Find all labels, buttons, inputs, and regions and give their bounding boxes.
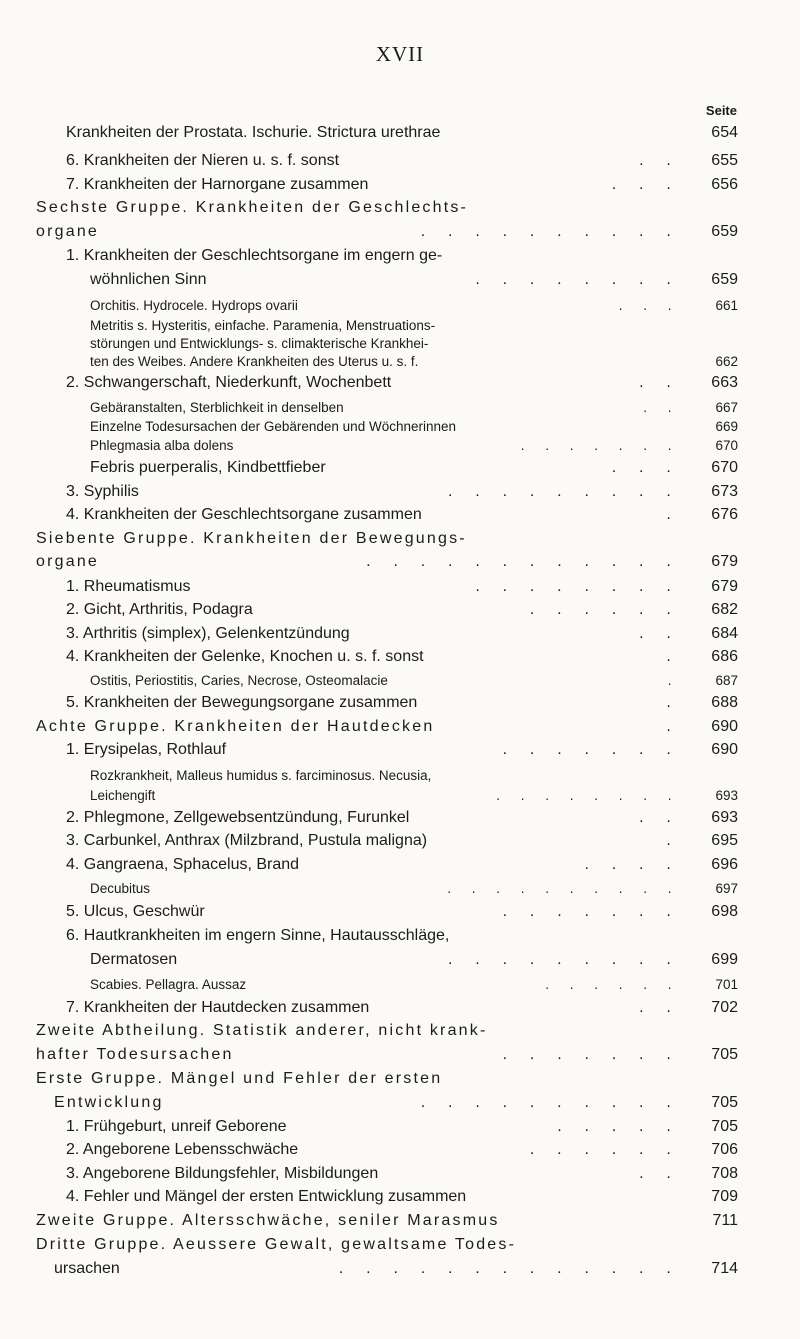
toc-entry-page-number: 714 xyxy=(711,1260,738,1277)
toc-entry-title: Gebäranstalten, Sterblichkeit in denselben xyxy=(90,400,344,415)
toc-entry-page-number: 676 xyxy=(711,506,738,523)
toc-entry-page-number: 690 xyxy=(711,718,738,735)
toc-entry-leader-dots: . xyxy=(666,718,680,735)
toc-entry-leader-dots: . . xyxy=(639,1165,680,1182)
toc-entry-leader-dots: . . . . . . xyxy=(529,601,680,618)
toc-entry-page-number: 662 xyxy=(715,354,738,369)
toc-entry-title: störungen und Entwicklungs- s. climakterische Krankhei- xyxy=(90,336,429,351)
toc-entry-page-number: 679 xyxy=(711,578,738,595)
toc-entry-leader-dots: . . xyxy=(639,999,680,1016)
toc-entry-page-number: 670 xyxy=(715,438,738,453)
toc-entry-title: 1. Rheumatismus xyxy=(66,578,191,595)
toc-entry-page-number: 701 xyxy=(715,977,738,992)
toc-entry-title: Achte Gruppe. Krankheiten der Hautdecken xyxy=(36,718,435,735)
toc-entry-page-number: 673 xyxy=(711,483,738,500)
toc-entry-leader-dots: . . . . . . xyxy=(529,1141,680,1158)
toc-entry-leader-dots: . . . . . . . . . xyxy=(448,483,680,500)
toc-entry-title: 5. Krankheiten der Bewegungsorgane zusammen xyxy=(66,694,418,711)
toc-entry-title: 4. Fehler und Mängel der ersten Entwicklung zusammen xyxy=(66,1188,467,1205)
toc-entry-leader-dots: . . . . . . . . xyxy=(475,271,680,288)
toc-entry-leader-dots: . . . . . . . . xyxy=(475,578,680,595)
toc-entry-page-number: 705 xyxy=(711,1094,738,1111)
toc-entry-title: organe xyxy=(36,223,100,240)
toc-entry-title: 2. Angeborene Lebensschwäche xyxy=(66,1141,299,1158)
toc-entry-leader-dots: . xyxy=(666,832,680,849)
toc-entry-title: Febris puerperalis, Kindbettfieber xyxy=(90,459,326,476)
toc-entry-leader-dots: . . xyxy=(639,625,680,642)
toc-entry-page-number: 659 xyxy=(711,223,738,240)
toc-entry-title: 7. Krankheiten der Harnorgane zusammen xyxy=(66,176,369,193)
toc-entry-page-number: 693 xyxy=(715,788,738,803)
toc-entry-page-number: 706 xyxy=(711,1141,738,1158)
toc-entry-page-number: 663 xyxy=(711,374,738,391)
toc-entry-leader-dots: . . . . . xyxy=(557,1118,680,1135)
toc-entry-title: 2. Phlegmone, Zellgewebsentzündung, Furunkel xyxy=(66,809,410,826)
toc-entry-page-number: 711 xyxy=(712,1212,738,1229)
toc-entry-title: 4. Krankheiten der Gelenke, Knochen u. s. f. sonst xyxy=(66,648,424,665)
toc-entry-title: Dermatosen xyxy=(90,951,178,968)
toc-entry-leader-dots: . . . . . . . . xyxy=(496,788,680,803)
toc-entry-title: 5. Ulcus, Geschwür xyxy=(66,903,205,920)
toc-entry-title: 4. Gangraena, Sphacelus, Brand xyxy=(66,856,300,873)
toc-entry-page-number: 709 xyxy=(711,1188,738,1205)
toc-entry-page-number: 702 xyxy=(711,999,738,1016)
toc-entry-leader-dots: . . . . . . . xyxy=(502,903,680,920)
toc-entry-page-number: 705 xyxy=(711,1118,738,1135)
toc-entry-title: 3. Carbunkel, Anthrax (Milzbrand, Pustula maligna) xyxy=(66,832,428,849)
toc-entry-page-number: 684 xyxy=(711,625,738,642)
toc-entry-page-number: 708 xyxy=(711,1165,738,1182)
toc-entry-title: Dritte Gruppe. Aeussere Gewalt, gewaltsame Todes- xyxy=(36,1236,517,1253)
toc-entry-leader-dots: . . . xyxy=(611,176,680,193)
toc-entry-title: Leichengift xyxy=(90,788,156,803)
toc-entry-page-number: 688 xyxy=(711,694,738,711)
toc-entry-page-number: 656 xyxy=(711,176,738,193)
toc-entry-title: 1. Krankheiten der Geschlechtsorgane im engern ge- xyxy=(66,247,443,264)
toc-entry-leader-dots: . xyxy=(666,648,680,665)
toc-entry-title: Phlegmasia alba dolens xyxy=(90,438,234,453)
toc-entry-title: ursachen xyxy=(54,1260,120,1277)
toc-entry-page-number: 687 xyxy=(715,673,738,688)
toc-entry-title: 6. Hautkrankheiten im engern Sinne, Hautausschläge, xyxy=(66,927,450,944)
toc-entry-leader-dots: . . . . . . . . . . . . . xyxy=(338,1260,680,1277)
toc-entry-leader-dots: . . xyxy=(639,809,680,826)
toc-entry-leader-dots: . . . . . . . . . . xyxy=(420,1094,680,1111)
toc-entry-leader-dots: . . . . . . . xyxy=(502,741,680,758)
toc-entry-page-number: 705 xyxy=(711,1046,738,1063)
toc-entry-leader-dots: . . . . . . . xyxy=(502,1046,680,1063)
toc-entry-title: 2. Gicht, Arthritis, Podagra xyxy=(66,601,253,618)
toc-entry-title: 1. Frühgeburt, unreif Geborene xyxy=(66,1118,287,1135)
toc-entry-title: 3. Angeborene Bildungsfehler, Misbildungen xyxy=(66,1165,379,1182)
toc-entry-page-number: 693 xyxy=(711,809,738,826)
page-column-label: Seite xyxy=(705,103,737,118)
toc-entry-title: 2. Schwangerschaft, Niederkunft, Wochenbett xyxy=(66,374,392,391)
toc-entry-page-number: 695 xyxy=(711,832,738,849)
toc-entry-title: 3. Arthritis (simplex), Gelenkentzündung xyxy=(66,625,350,642)
toc-entry-title: Scabies. Pellagra. Aussaz xyxy=(90,977,247,992)
toc-entry-title: Ostitis, Periostitis, Caries, Necrose, Osteomalacie xyxy=(90,673,388,688)
toc-entry-title: Decubitus xyxy=(90,881,151,896)
toc-entry-leader-dots: . xyxy=(666,694,680,711)
toc-entry-title: Entwicklung xyxy=(54,1094,164,1111)
toc-entry-page-number: 697 xyxy=(715,881,738,896)
toc-entry-leader-dots: . xyxy=(667,673,680,688)
toc-entry-leader-dots: . . . . . . . . . . . . xyxy=(366,553,680,570)
toc-entry-title: Metritis s. Hysteritis, einfache. Paramenia, Menstruations- xyxy=(90,318,436,333)
toc-entry-page-number: 682 xyxy=(711,601,738,618)
toc-entry-title: 7. Krankheiten der Hautdecken zusammen xyxy=(66,999,370,1016)
toc-entry-page-number: 696 xyxy=(711,856,738,873)
toc-entry-page-number: 679 xyxy=(711,553,738,570)
toc-entry-leader-dots: . . xyxy=(639,374,680,391)
toc-entry-title: hafter Todesursachen xyxy=(36,1046,234,1063)
toc-entry-leader-dots: . . xyxy=(643,400,680,415)
toc-entry-leader-dots: . . . . . . . . . . xyxy=(447,881,680,896)
toc-entry-page-number: 655 xyxy=(711,152,738,169)
toc-entry-page-number: 654 xyxy=(711,124,738,141)
toc-entry-title: 1. Erysipelas, Rothlauf xyxy=(66,741,227,758)
toc-entry-leader-dots: . . . xyxy=(618,298,680,313)
toc-entry-leader-dots: . . . . . . xyxy=(545,977,680,992)
toc-entry-page-number: 686 xyxy=(711,648,738,665)
toc-entry-title: 3. Syphilis xyxy=(66,483,139,500)
toc-entry-page-number: 661 xyxy=(715,298,738,313)
toc-entry-leader-dots: . . xyxy=(639,152,680,169)
toc-entry-page-number: 698 xyxy=(711,903,738,920)
toc-entry-title: Einzelne Todesursachen der Gebärenden und Wöchnerinnen xyxy=(90,419,457,434)
toc-entry-page-number: 669 xyxy=(715,419,738,434)
toc-entry-title: ten des Weibes. Andere Krankheiten des Uterus u. s. f. xyxy=(90,354,419,369)
toc-entry-title: 4. Krankheiten der Geschlechtsorgane zusammen xyxy=(66,506,422,523)
toc-entry-leader-dots: . . . xyxy=(611,459,680,476)
toc-entry-leader-dots: . . . . . . . . . xyxy=(448,951,680,968)
toc-entry-title: Krankheiten der Prostata. Ischurie. Strictura urethrae xyxy=(66,124,441,141)
toc-entry-title: 6. Krankheiten der Nieren u. s. f. sonst xyxy=(66,152,340,169)
toc-entry-leader-dots: . . . . . . . xyxy=(520,438,680,453)
toc-entry-page-number: 667 xyxy=(715,400,738,415)
toc-entry-title: Rozkrankheit, Malleus humidus s. farciminosus. Necusia, xyxy=(90,768,432,783)
toc-entry-title: Sechste Gruppe. Krankheiten der Geschlechts- xyxy=(36,199,469,216)
toc-entry-title: Orchitis. Hydrocele. Hydrops ovarii xyxy=(90,298,298,313)
page-header-number: XVII xyxy=(375,42,425,66)
toc-entry-page-number: 670 xyxy=(711,459,738,476)
toc-entry-title: Zweite Gruppe. Altersschwäche, seniler Marasmus xyxy=(36,1212,500,1229)
toc-entry-title: organe xyxy=(36,553,100,570)
toc-entry-page-number: 659 xyxy=(711,271,738,288)
toc-entry-title: wöhnlichen Sinn xyxy=(90,271,207,288)
toc-entry-title: Zweite Abtheilung. Statistik anderer, nicht krank- xyxy=(36,1022,488,1039)
toc-entry-title: Erste Gruppe. Mängel und Fehler der ersten xyxy=(36,1070,443,1087)
toc-entry-leader-dots: . xyxy=(666,506,680,523)
toc-entry-title: Siebente Gruppe. Krankheiten der Bewegungs- xyxy=(36,530,467,547)
toc-entry-page-number: 699 xyxy=(711,951,738,968)
toc-entry-page-number: 690 xyxy=(711,741,738,758)
toc-entry-leader-dots: . . . . xyxy=(584,856,680,873)
toc-entry-leader-dots: . . . . . . . . . . xyxy=(420,223,680,240)
